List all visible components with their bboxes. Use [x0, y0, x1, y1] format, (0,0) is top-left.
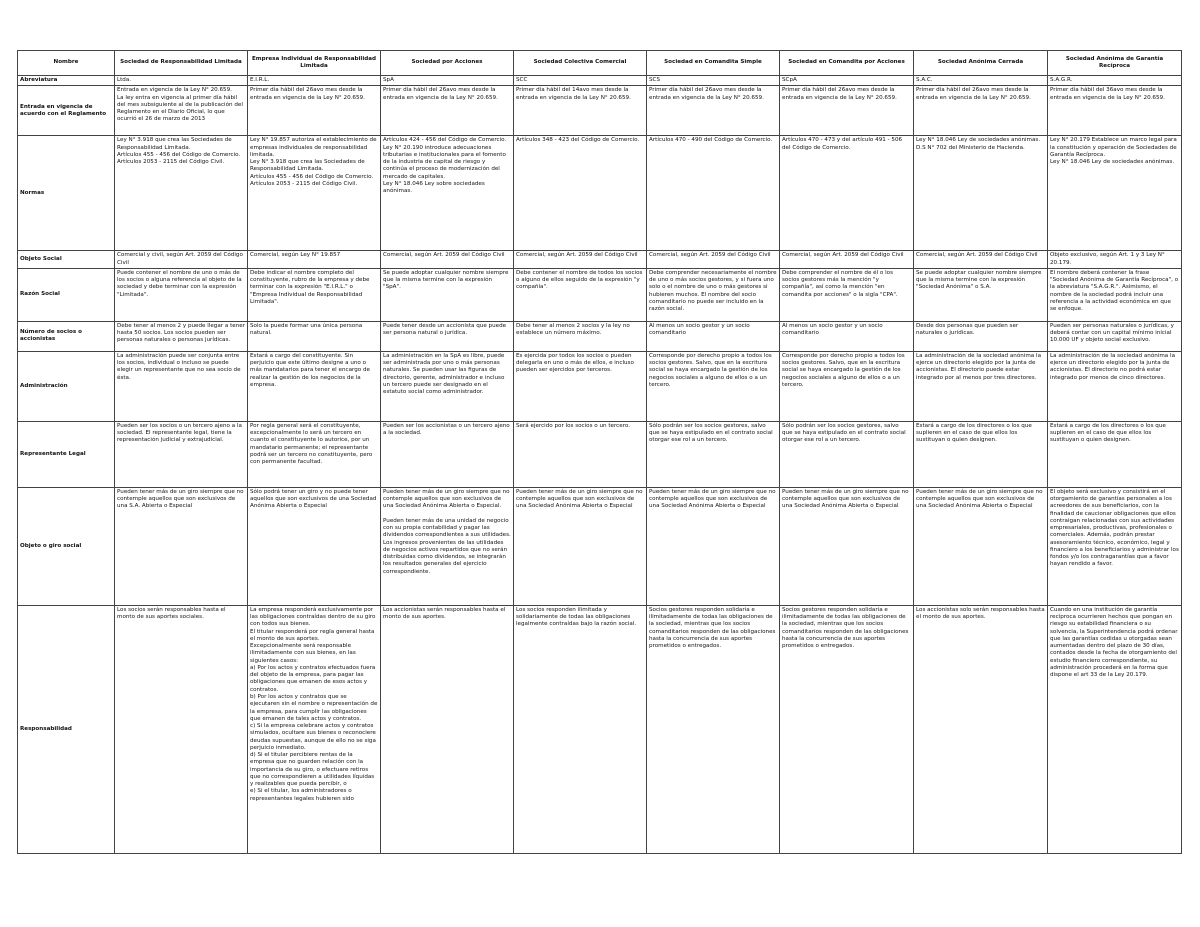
table-cell: Se puede adoptar cualquier nombre siempre que la misma termine con la expresión "Sociedad Anónima" o S.A.: [914, 268, 1048, 321]
table-cell: Los socios responden ilimitada y solidariamente de todas las obligaciones legalmente contraídas bajo la razón social.: [514, 605, 647, 853]
table-cell: Estará a cargo del constituyente. Sin perjuicio que este último designe a uno o más mandatarios para tener el encargo de realizar la gestión de los negocios de la empresa.: [248, 351, 381, 421]
table-cell: Primer día hábil del 26avo mes desde la entrada en vigencia de la Ley N° 20.659.: [647, 86, 780, 136]
table-cell: Comercial, según Art. 2059 del Código Civil: [514, 251, 647, 269]
table-cell: Pueden tener más de un giro siempre que no contemple aquellos que son exclusivos de una Sociedad Anónima Abierta o Especial: [914, 487, 1048, 605]
table-cell: SCS: [647, 76, 780, 86]
table-cell: Objeto exclusivo, según Art. 1 y 3 Ley N° 20.179.: [1048, 251, 1182, 269]
table-cell: Solo la puede formar una única persona natural.: [248, 321, 381, 351]
table-cell: Estará a cargo de los directores o los que suplieren en el caso de que ellos los sustituyan o quien designen.: [914, 421, 1048, 487]
header-row: [18, 51, 1182, 76]
column-header: Sociedad en Comandita Simple: [647, 51, 780, 76]
table-cell: SCC: [514, 76, 647, 86]
table-cell: Debe tener al menos 2 socios y la ley no establece un número máximo.: [514, 321, 647, 351]
table-cell: Comercial, según Art. 2059 del Código Civil: [780, 251, 914, 269]
table-row: [18, 76, 1182, 86]
table-cell: Pueden tener más de un giro siempre que no contemple aquellos que son exclusivos de una Sociedad Anónima Abierta o Especial: [647, 487, 780, 605]
table-cell: Los accionistas serán responsables hasta el monto de sus aportes.: [381, 605, 514, 853]
table-cell: Cuando en una institución de garantía recíproca ocurrieren hechos que pongan en riesgo su estabilidad financiera o su solvencia, la Superintendencia podrá ordenar que las garantías cedidas u otorgadas sean aumentadas dentro del plazo de 30 días, contados desde la fecha de otorgamiento del estudio financiero correspondiente, su administración procederá en la forma que dispone el art 33 de la Ley 20.179.: [1048, 605, 1182, 853]
table-cell: Ley N° 19.857 autoriza el establecimiento de empresas individuales de responsabilidad limitada. Ley N° 3.918 que crea las Sociedades de Responsabilidad Limitada. Artículos 455 - 456 del Código de Comercio. Artículos 2053 - 2115 del Código Civil.: [248, 136, 381, 251]
table-cell: Al menos un socio gestor y un socio comanditario: [780, 321, 914, 351]
column-header: Sociedad Anónima de Garantía Recíproca: [1048, 51, 1182, 76]
table-cell: Corresponde por derecho propio a todos los socios gestores. Salvo, que en la escritura social se haya encargado la gestión de los negocios sociales a alguno de ellos o a un tercero.: [780, 351, 914, 421]
table-cell: La administración de la sociedad anónima la ejerce un directorio elegido por la junta de accionistas. El directorio no podrá estar integrado por menos de cinco directores.: [1048, 351, 1182, 421]
table-cell: Puede tener desde un accionista que puede ser persona natural o jurídica.: [381, 321, 514, 351]
table-cell: Los socios serán responsables hasta el monto de sus aportes sociales.: [115, 605, 248, 853]
table-cell: Al menos un socio gestor y un socio comanditario: [647, 321, 780, 351]
column-header: Sociedad por Acciones: [381, 51, 514, 76]
table-cell: Sólo podrá tener un giro y no puede tener aquellos que son exclusivos de una Sociedad Anónima Abierta o Especial: [248, 487, 381, 605]
table-cell: Primer día hábil del 26avo mes desde la entrada en vigencia de la Ley N° 20.659.: [780, 86, 914, 136]
table-cell: Primer día hábil del 26avo mes desde la entrada en vigencia de la Ley N° 20.659.: [381, 86, 514, 136]
table-cell: Artículos 470 - 490 del Código de Comercio.: [647, 136, 780, 251]
column-header: Sociedad Colectiva Comercial: [514, 51, 647, 76]
table-row: [18, 86, 1182, 136]
table-cell: La empresa responderá exclusivamente por las obligaciones contraídas dentro de su giro con todos sus bienes. El titular responderá por regla general hasta el monto de sus aportes. Excepcionalmente será responsable ilimitadamente con sus bienes, en las siguientes casos: a) Por los actos y contratos efectuados fuera del objeto de la empresa, para pagar las obligaciones que emanen de esos actos y contratos. b) Por los actos y contratos que se ejecutaren sin el nombre o representación de la empresa, para cumplir las obligaciones que emanen de tales actos y contratos. c) Si la empresa celebrare actos y contratos simulados, ocultare sus bienes o reconociere deudas supuestas, aunque de ello no se siga perjuicio inmediato. d) Si el titular percibiere rentas de la empresa que no guarden relación con la importancia de su giro, o efectuare retiros que no correspondieren a utilidades líquidas y realizables que pueda percibir, o e) Si el titular, los administradores o representantes legales hubieren sido: [248, 605, 381, 853]
table-cell: Artículos 424 - 456 del Código de Comercio. Ley N° 20.190 introduce adecuaciones tributarias e institucionales para el fomento de la industria de capital de riesgo y continúa el proceso de modernización del mercado de capitales. Ley N° 18.046 Ley sobre sociedades anónimas.: [381, 136, 514, 251]
table-cell: La administración puede ser conjunta entre los socios, individual o incluso se puede elegir un representante que no sea socio de ésta.: [115, 351, 248, 421]
table-cell: Comercial y civil, según Art. 2059 del Código Civil: [115, 251, 248, 269]
table-cell: Los accionistas solo serán responsables hasta el monto de sus aportes.: [914, 605, 1048, 853]
table-cell: Artículos 348 - 423 del Código de Comercio.: [514, 136, 647, 251]
table-cell: SCpA: [780, 76, 914, 86]
table-cell: SpA: [381, 76, 514, 86]
table-cell: Pueden tener más de un giro siempre que no contemple aquellos que son exclusivos de una S.A. Abierta o Especial: [115, 487, 248, 605]
table-cell: S.A.C.: [914, 76, 1048, 86]
table-row: [18, 421, 1182, 487]
row-label: Administración: [18, 351, 115, 421]
comparison-table: [17, 50, 1182, 854]
table-cell: Artículos 470 - 473 y del artículo 491 - 506 del Código de Comercio.: [780, 136, 914, 251]
table-cell: Comercial, según Art. 2059 del Código Civil: [647, 251, 780, 269]
table-cell: Pueden tener más de un giro siempre que no contemple aquellos que son exclusivos de una Sociedad Anónima Abierta o Especial: [780, 487, 914, 605]
table-cell: Ley N° 20.179 Establece un marco legal para la constitución y operación de Sociedades de Garantía Recíproca. Ley N° 18.046 Ley de sociedades anónimas.: [1048, 136, 1182, 251]
table-cell: El objeto será exclusivo y consistirá en el otorgamiento de garantías personales a los acreedores de sus beneficiarios, con la finalidad de caucionar obligaciones que ellos contraigan relacionadas con sus actividades empresariales, productivas, profesionales o comerciales. Además, podrán prestar asesoramiento técnico, económico, legal y financiero a los beneficiarios y administrar los fondos y/o los contragarantías que a favor hayan rendido a favor.: [1048, 487, 1182, 605]
table-cell: Primer día hábil del 14avo mes desde la entrada en vigencia de la Ley N° 20.659.: [514, 86, 647, 136]
table-cell: La administración en la SpA es libre, puede ser administrada por uno o más personas naturales. Se pueden usar las figuras de directorio, gerente, administrador e incluso un tercero puede ser designado en el estatuto social como administrador.: [381, 351, 514, 421]
table-cell: Por regla general será el constituyente, excepcionalmente lo será un tercero en cuanto el constituyente lo autorice, por un mandatario permanente; el representante podrá ser un tercero no constituyente, pero con permanente facultad.: [248, 421, 381, 487]
row-label: Objeto o giro social: [18, 487, 115, 605]
table-cell: Ltda.: [115, 76, 248, 86]
table-cell: Debe comprender necesariamente el nombre de uno o más socios gestores, y si fuera uno solo o el nombre de uno o más gestores si hubieren muchos. El nombre del socio comanditario no puede ser incluido en la razón social.: [647, 268, 780, 321]
table-cell: Entrada en vigencia de la Ley N° 20.659. La ley entra en vigencia al primer día hábil del mes subsiguiente al de la publicación del Reglamento en el Diario Oficial, lo que ocurrió el 26 de marzo de 2013: [115, 86, 248, 136]
row-label: Representante Legal: [18, 421, 115, 487]
row-label: Objeto Social: [18, 251, 115, 269]
table-cell: El nombre deberá contener la frase "Sociedad Anónima de Garantía Recíproca", o la abreviatura "S.A.G.R.". Asimismo, el nombre de la sociedad podrá incluir una referencia a la actividad económica en que se enfoque.: [1048, 268, 1182, 321]
table-cell: Corresponde por derecho propio a todos los socios gestores. Salvo, que en la escritura social se haya encargado la gestión de los negocios sociales a alguno de ellos o a un tercero.: [647, 351, 780, 421]
table-cell: Desde dos personas que pueden ser naturales o jurídicas.: [914, 321, 1048, 351]
table-cell: Ley N° 18.046 Ley de sociedades anónimas. D.S N° 702 del Ministerio de Hacienda.: [914, 136, 1048, 251]
table-row: [18, 487, 1182, 605]
table-row: [18, 351, 1182, 421]
table-row: [18, 268, 1182, 321]
column-header: Sociedad de Responsabilidad Limitada: [115, 51, 248, 76]
table-cell: Pueden ser los socios o un tercero ajeno a la sociedad. El representante legal, tiene la representación judicial y extrajudicial.: [115, 421, 248, 487]
table-cell: Debe indicar el nombre completo del constituyente, rubro de la empresa y debe terminar con la expresión "E.I.R.L." o "Empresa Individual de Responsabilidad Limitada".: [248, 268, 381, 321]
table-row: [18, 321, 1182, 351]
table-cell: Se puede adoptar cualquier nombre siempre que la misma termine con la expresión "SpA".: [381, 268, 514, 321]
table-cell: Socios gestores responden solidaria e ilimitadamente de todas las obligaciones de la sociedad, mientras que los socios comanditarios responden de las obligaciones hasta la concurrencia de sus aportes prometidos o entregados.: [647, 605, 780, 853]
table-cell: Debe contener el nombre de todos los socios o alguno de ellos seguido de la expresión "y compañía".: [514, 268, 647, 321]
row-label: Abreviatura: [18, 76, 115, 86]
row-label: Normas: [18, 136, 115, 251]
column-header: Empresa Individual de Responsabilidad Limitada: [248, 51, 381, 76]
table-cell: Primer día hábil del 26avo mes desde la entrada en vigencia de la Ley N° 20.659.: [248, 86, 381, 136]
table-cell: Primer día hábil del 26avo mes desde la entrada en vigencia de la Ley N° 20.659.: [914, 86, 1048, 136]
table-cell: E.I.R.L.: [248, 76, 381, 86]
table-cell: Será ejercido por los socios o un tercero.: [514, 421, 647, 487]
table-cell: Socios gestores responden solidaria e ilimitadamente de todas las obligaciones de la sociedad, mientras que los socios comanditarios responden de las obligaciones hasta la concurrencia de sus aportes prometidos o entregados.: [780, 605, 914, 853]
table-cell: S.A.G.R.: [1048, 76, 1182, 86]
column-header: Sociedad en Comandita por Acciones: [780, 51, 914, 76]
row-label: Número de socios o accionistas: [18, 321, 115, 351]
table-body: [18, 76, 1182, 854]
table-row: [18, 605, 1182, 853]
column-header: Nombre: [18, 51, 115, 76]
table-cell: Comercial, según Ley N° 19.857: [248, 251, 381, 269]
table-cell: Sólo podrán ser los socios gestores, salvo que se haya estipulado en el contrato social otorgar ese rol a un tercero.: [780, 421, 914, 487]
table-cell: Es ejercida por todos los socios o pueden delegarla en uno o más de ellos, e incluso pueden ser ejercidos por terceros.: [514, 351, 647, 421]
table-row: [18, 136, 1182, 251]
row-label: Razón Social: [18, 268, 115, 321]
table-cell: Estará a cargo de los directores o los que suplieren en el caso de que ellos los sustituyan o quien designen.: [1048, 421, 1182, 487]
table-cell: Debe comprender el nombre de él o los socios gestores más la mención "y compañía", así como la mención "en comandita por acciones" o la sigla "CPA".: [780, 268, 914, 321]
comparison-table-page: [17, 50, 1181, 854]
row-label: Entrada en vigencia de acuerdo con el Reglamento: [18, 86, 115, 136]
table-row: [18, 251, 1182, 269]
table-cell: Comercial, según Art. 2059 del Código Civil: [914, 251, 1048, 269]
table-cell: Comercial, según Art. 2059 del Código Civil: [381, 251, 514, 269]
table-cell: Ley N° 3.918 que crea las Sociedades de Responsabilidad Limitada. Artículos 455 - 456 del Código de Comercio. Artículos 2053 - 2115 del Código Civil.: [115, 136, 248, 251]
table-cell: Pueden tener más de un giro siempre que no contemple aquellos que son exclusivos de una Sociedad Anónima Abierta o Especial: [514, 487, 647, 605]
table-cell: Pueden tener más de un giro siempre que no contemple aquellos que son exclusivos de una Sociedad Anónima Abierta o Especial. Pueden tener más de una unidad de negocio con su propia contabilidad y pagar las dividendos correspondientes a sus utilidades. Los ingresos provenientes de las utilidades de negocios activos repartidos que no serán distribuidas como dividendos, se integrarán los resultados generales del ejercicio correspondiente.: [381, 487, 514, 605]
row-label: Responsabilidad: [18, 605, 115, 853]
table-cell: Pueden ser personas naturales o jurídicas, y deberá contar con un capital mínimo inicial 10.000 UF y objeto social exclusivo.: [1048, 321, 1182, 351]
table-cell: Sólo podrán ser los socios gestores, salvo que se haya estipulado en el contrato social otorgar ese rol a un tercero.: [647, 421, 780, 487]
table-cell: La administración de la sociedad anónima la ejerce un directorio elegido por la junta de accionistas. El directorio puede estar integrado por al menos por tres directores.: [914, 351, 1048, 421]
table-cell: Pueden ser los accionistas o un tercero ajeno a la sociedad.: [381, 421, 514, 487]
table-cell: Debe tener al menos 2 y puede llegar a tener hasta 50 socios. Los socios pueden ser personas naturales o personas jurídicas.: [115, 321, 248, 351]
table-cell: Puede contener el nombre de uno o más de los socios o alguna referencia al objeto de la sociedad y debe terminar con la expresión "Limitada".: [115, 268, 248, 321]
column-header: Sociedad Anónima Cerrada: [914, 51, 1048, 76]
table-cell: Primer día hábil del 36avo mes desde la entrada en vigencia de la Ley N° 20.659.: [1048, 86, 1182, 136]
